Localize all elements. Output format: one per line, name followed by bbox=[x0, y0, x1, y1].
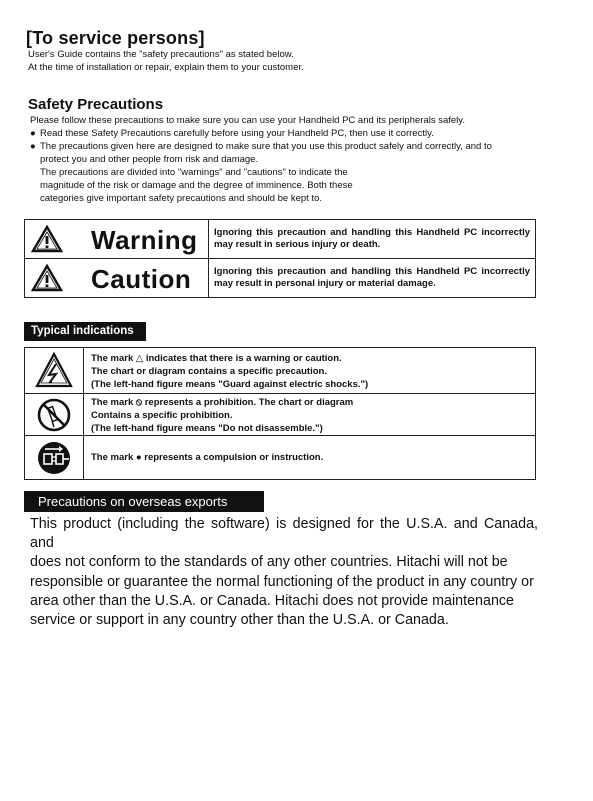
typical-indications-header: Typical indications bbox=[24, 322, 146, 341]
caution-row bbox=[25, 259, 535, 297]
warning-text: Ignoring this precaution and handling this Handheld PC incorrectly may result in serious injury or death. bbox=[214, 227, 530, 250]
indication-line: The chart or diagram contains a specific precaution. bbox=[91, 366, 327, 377]
indication-line: The mark ⦸ represents a prohibition. The chart or diagram bbox=[91, 397, 354, 408]
bullet-text: magnitude of the risk or damage and the degree of imminence. Both these bbox=[40, 180, 353, 191]
indication-text bbox=[91, 396, 353, 435]
bullet-text: The precautions are divided into "warnings" and "cautions" to indicate the bbox=[40, 167, 348, 178]
indication-icon-cell bbox=[25, 394, 84, 435]
overseas-line: area other than the U.S.A. or Canada. Hitachi does not provide maintenance bbox=[30, 592, 515, 609]
overseas-exports-header: Precautions on overseas exports bbox=[24, 491, 264, 512]
bullet-icon: ● bbox=[30, 141, 36, 152]
safety-bullet bbox=[30, 127, 550, 140]
overseas-line: does not conform to the standards of any other countries. Hitachi will not be bbox=[30, 554, 508, 571]
overseas-line: service or support in any country other than the U.S.A. or Canada. bbox=[30, 612, 449, 629]
bullet-text: The precautions given here are designed to make sure that you use this product safely and correctly, and to bbox=[40, 141, 492, 152]
service-line: User's Guide contains the "safety precautions" as stated below. bbox=[28, 49, 294, 60]
indication-line: (The left-hand figure means "Do not disassemble.") bbox=[91, 423, 323, 434]
overseas-exports-text bbox=[30, 515, 538, 630]
electric-shock-warning-icon bbox=[25, 348, 83, 393]
service-title: [To service persons] bbox=[26, 28, 205, 48]
warning-caution-table bbox=[24, 219, 536, 298]
indication-text bbox=[91, 352, 368, 391]
safety-text bbox=[30, 114, 550, 205]
indication-text bbox=[91, 451, 323, 464]
safety-title: Safety Precautions bbox=[28, 96, 164, 113]
warning-word: Warning bbox=[91, 225, 198, 255]
indication-row-instruction bbox=[25, 436, 535, 479]
indication-line: The mark △ indicates that there is a warning or caution. bbox=[91, 353, 342, 364]
caution-text: Ignoring this precaution and handling this Handheld PC incorrectly may result in personal injury or material damage. bbox=[214, 266, 530, 289]
safety-intro: Please follow these precautions to make sure you can use your Handheld PC and its peripherals safely. bbox=[30, 115, 465, 126]
indication-line: (The left-hand figure means "Guard against electric shocks.") bbox=[91, 379, 369, 390]
bullet-icon: ● bbox=[30, 128, 36, 139]
bullet-text: protect you and other people from risk and damage. bbox=[40, 154, 259, 165]
indication-icon-cell bbox=[25, 436, 84, 479]
indication-line: The mark ● represents a compulsion or instruction. bbox=[91, 452, 324, 463]
do-not-disassemble-icon bbox=[25, 394, 83, 435]
service-line: At the time of installation or repair, explain them to your customer. bbox=[28, 62, 304, 73]
indication-icon-cell bbox=[25, 348, 84, 393]
caution-word: Caution bbox=[91, 264, 192, 294]
unplug-instruction-icon bbox=[25, 436, 83, 479]
typical-indications-table bbox=[24, 347, 536, 480]
safety-bullet bbox=[30, 140, 550, 153]
bullet-text: categories give important safety precautions and should be kept to. bbox=[40, 193, 323, 204]
caution-triangle-icon bbox=[31, 264, 63, 292]
overseas-line: responsible or guarantee the normal functioning of the product in any country or bbox=[30, 573, 534, 590]
warning-row bbox=[25, 220, 535, 259]
service-text bbox=[28, 48, 304, 74]
indication-line: Contains a specific prohibition. bbox=[91, 410, 233, 421]
caution-label-cell bbox=[25, 259, 209, 297]
indication-row-warning bbox=[25, 348, 535, 394]
warning-triangle-icon bbox=[31, 225, 63, 253]
bullet-text: Read these Safety Precautions carefully before using your Handheld PC, then use it correctly. bbox=[40, 128, 434, 139]
overseas-line: This product (including the software) is designed for the U.S.A. and Canada, and bbox=[30, 516, 538, 552]
warning-label-cell bbox=[25, 220, 209, 258]
indication-row-prohibition bbox=[25, 394, 535, 436]
